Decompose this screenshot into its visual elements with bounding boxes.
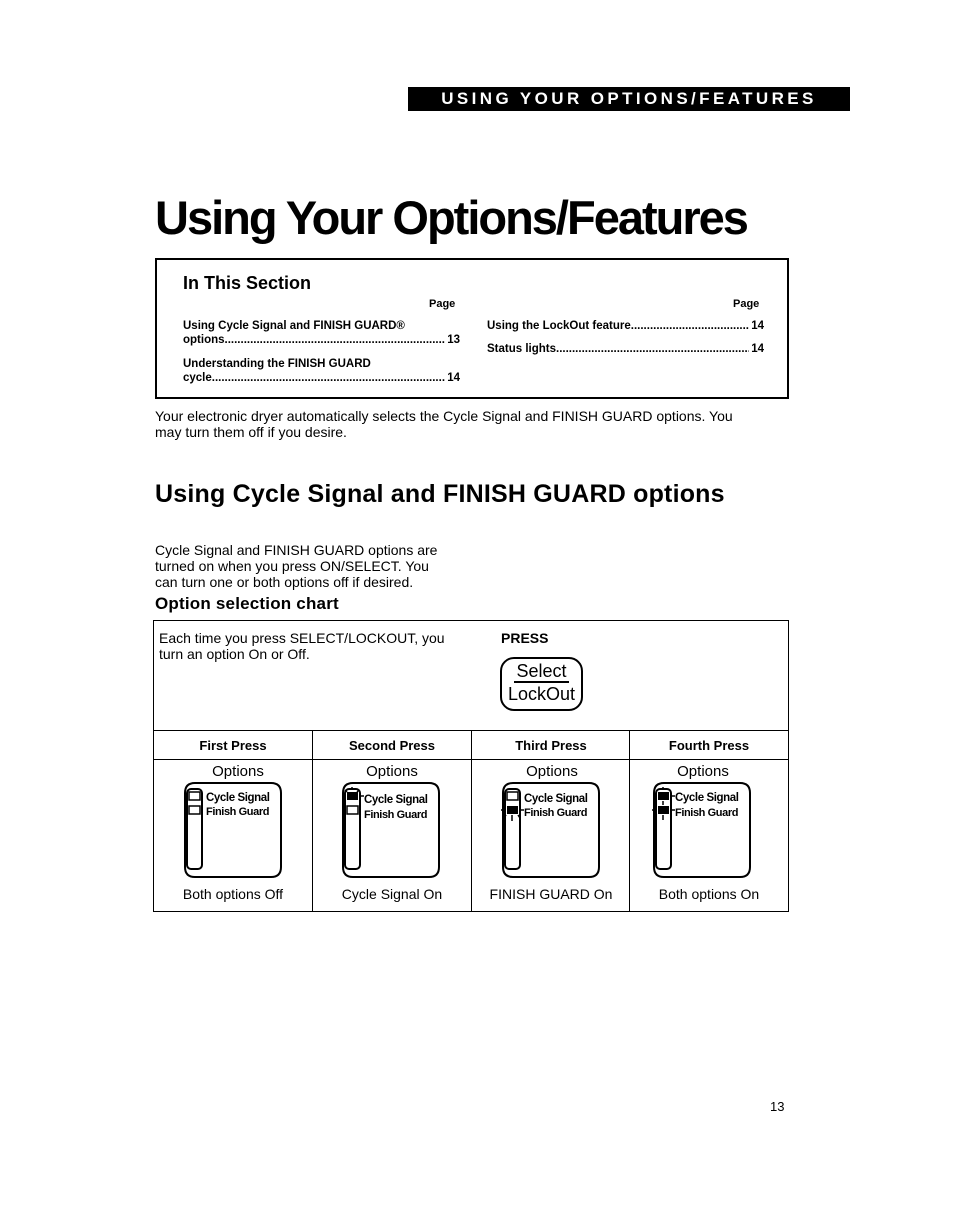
toc-entry-page: 14	[751, 320, 764, 332]
select-label: Select	[516, 661, 567, 681]
toc-heading: In This Section	[183, 273, 312, 293]
press-label: PRESS	[501, 630, 549, 646]
column-head-third: Third Press	[515, 738, 587, 753]
chart-instruction	[159, 630, 445, 662]
column-divider	[471, 730, 472, 911]
instruction-line: Each time you press SELECT/LOCKOUT, you	[159, 630, 445, 646]
toc-entry-page: 13	[447, 334, 460, 346]
column-head-first: First Press	[199, 738, 267, 753]
chart-subtitle: Option selection chart	[155, 594, 339, 613]
finish-guard-label: Finish Guard	[364, 809, 428, 821]
toc-leader	[631, 319, 749, 333]
toc-leader	[556, 342, 749, 356]
option-selection-chart	[153, 620, 789, 912]
finish-guard-label: Finish Guard	[524, 807, 588, 819]
cycle-signal-label: Cycle Signal	[206, 792, 270, 804]
page-title: Using Your Options/Features	[155, 191, 747, 244]
options-panel-second	[337, 763, 467, 879]
toc-box	[155, 258, 789, 399]
toc-entry-cycle-signal[interactable]	[183, 319, 460, 347]
toc-leader	[212, 371, 445, 385]
options-panel-fourth	[648, 763, 778, 879]
toc-entry-lockout[interactable]	[487, 319, 764, 333]
column-divider	[629, 730, 630, 911]
toc-entry-text: cycle	[183, 372, 212, 384]
column-divider	[312, 730, 313, 911]
column-head-fourth: Fourth Press	[668, 738, 750, 753]
section-banner: USING YOUR OPTIONS/FEATURES	[408, 87, 850, 111]
select-lockout-button	[500, 657, 583, 711]
toc-entry-text: options	[183, 334, 225, 346]
result-both-off: Both options Off	[182, 886, 284, 902]
cycle-signal-label: Cycle Signal	[364, 794, 428, 806]
options-title: Options	[366, 763, 418, 780]
toc-page-header-right: Page	[733, 298, 760, 310]
toc-entry-page: 14	[447, 372, 460, 384]
options-panel-first	[179, 763, 309, 879]
finish-guard-label: Finish Guard	[675, 807, 739, 819]
toc-entry-text: Using Cycle Signal and FINISH GUARD®	[183, 320, 405, 332]
column-head-second: Second Press	[349, 738, 435, 753]
lockout-label: LockOut	[507, 684, 576, 704]
section-body	[155, 542, 437, 590]
toc-entry-status-lights[interactable]	[487, 342, 764, 356]
instruction-line: turn an option On or Off.	[159, 646, 310, 662]
body-line: can turn one or both options off if desired.	[155, 574, 414, 590]
toc-entry-text: Using the LockOut feature	[487, 320, 631, 332]
result-finish-guard-on: FINISH GUARD On	[489, 886, 613, 902]
cycle-signal-label: Cycle Signal	[524, 793, 588, 805]
toc-entry-text: Status lights	[487, 343, 557, 355]
toc-entry-text: Understanding the FINISH GUARD	[183, 358, 371, 370]
options-title: Options	[212, 763, 264, 780]
toc-leader	[225, 333, 446, 347]
finish-guard-label: Finish Guard	[206, 806, 270, 818]
result-cycle-signal-on: Cycle Signal On	[341, 886, 443, 902]
options-title: Options	[526, 763, 578, 780]
body-line: turned on when you press ON/SELECT. You	[155, 558, 429, 574]
body-line: Cycle Signal and FINISH GUARD options are	[155, 542, 438, 558]
intro-line: may turn them off if you desire.	[155, 424, 347, 440]
options-title: Options	[677, 763, 729, 780]
result-both-on: Both options On	[658, 886, 760, 902]
cycle-signal-label: Cycle Signal	[675, 792, 739, 804]
options-panel-third	[497, 763, 627, 879]
page-number: 13	[770, 1099, 785, 1114]
intro-line: Your electronic dryer automatically selects the Cycle Signal and FINISH GUARD options. You	[155, 408, 733, 424]
section-title: Using Cycle Signal and FINISH GUARD options	[155, 480, 725, 508]
toc-page-header-left: Page	[429, 298, 456, 310]
intro-paragraph	[155, 408, 733, 440]
toc-entry-finish-guard[interactable]	[183, 357, 460, 385]
toc-entry-page: 14	[751, 343, 764, 355]
